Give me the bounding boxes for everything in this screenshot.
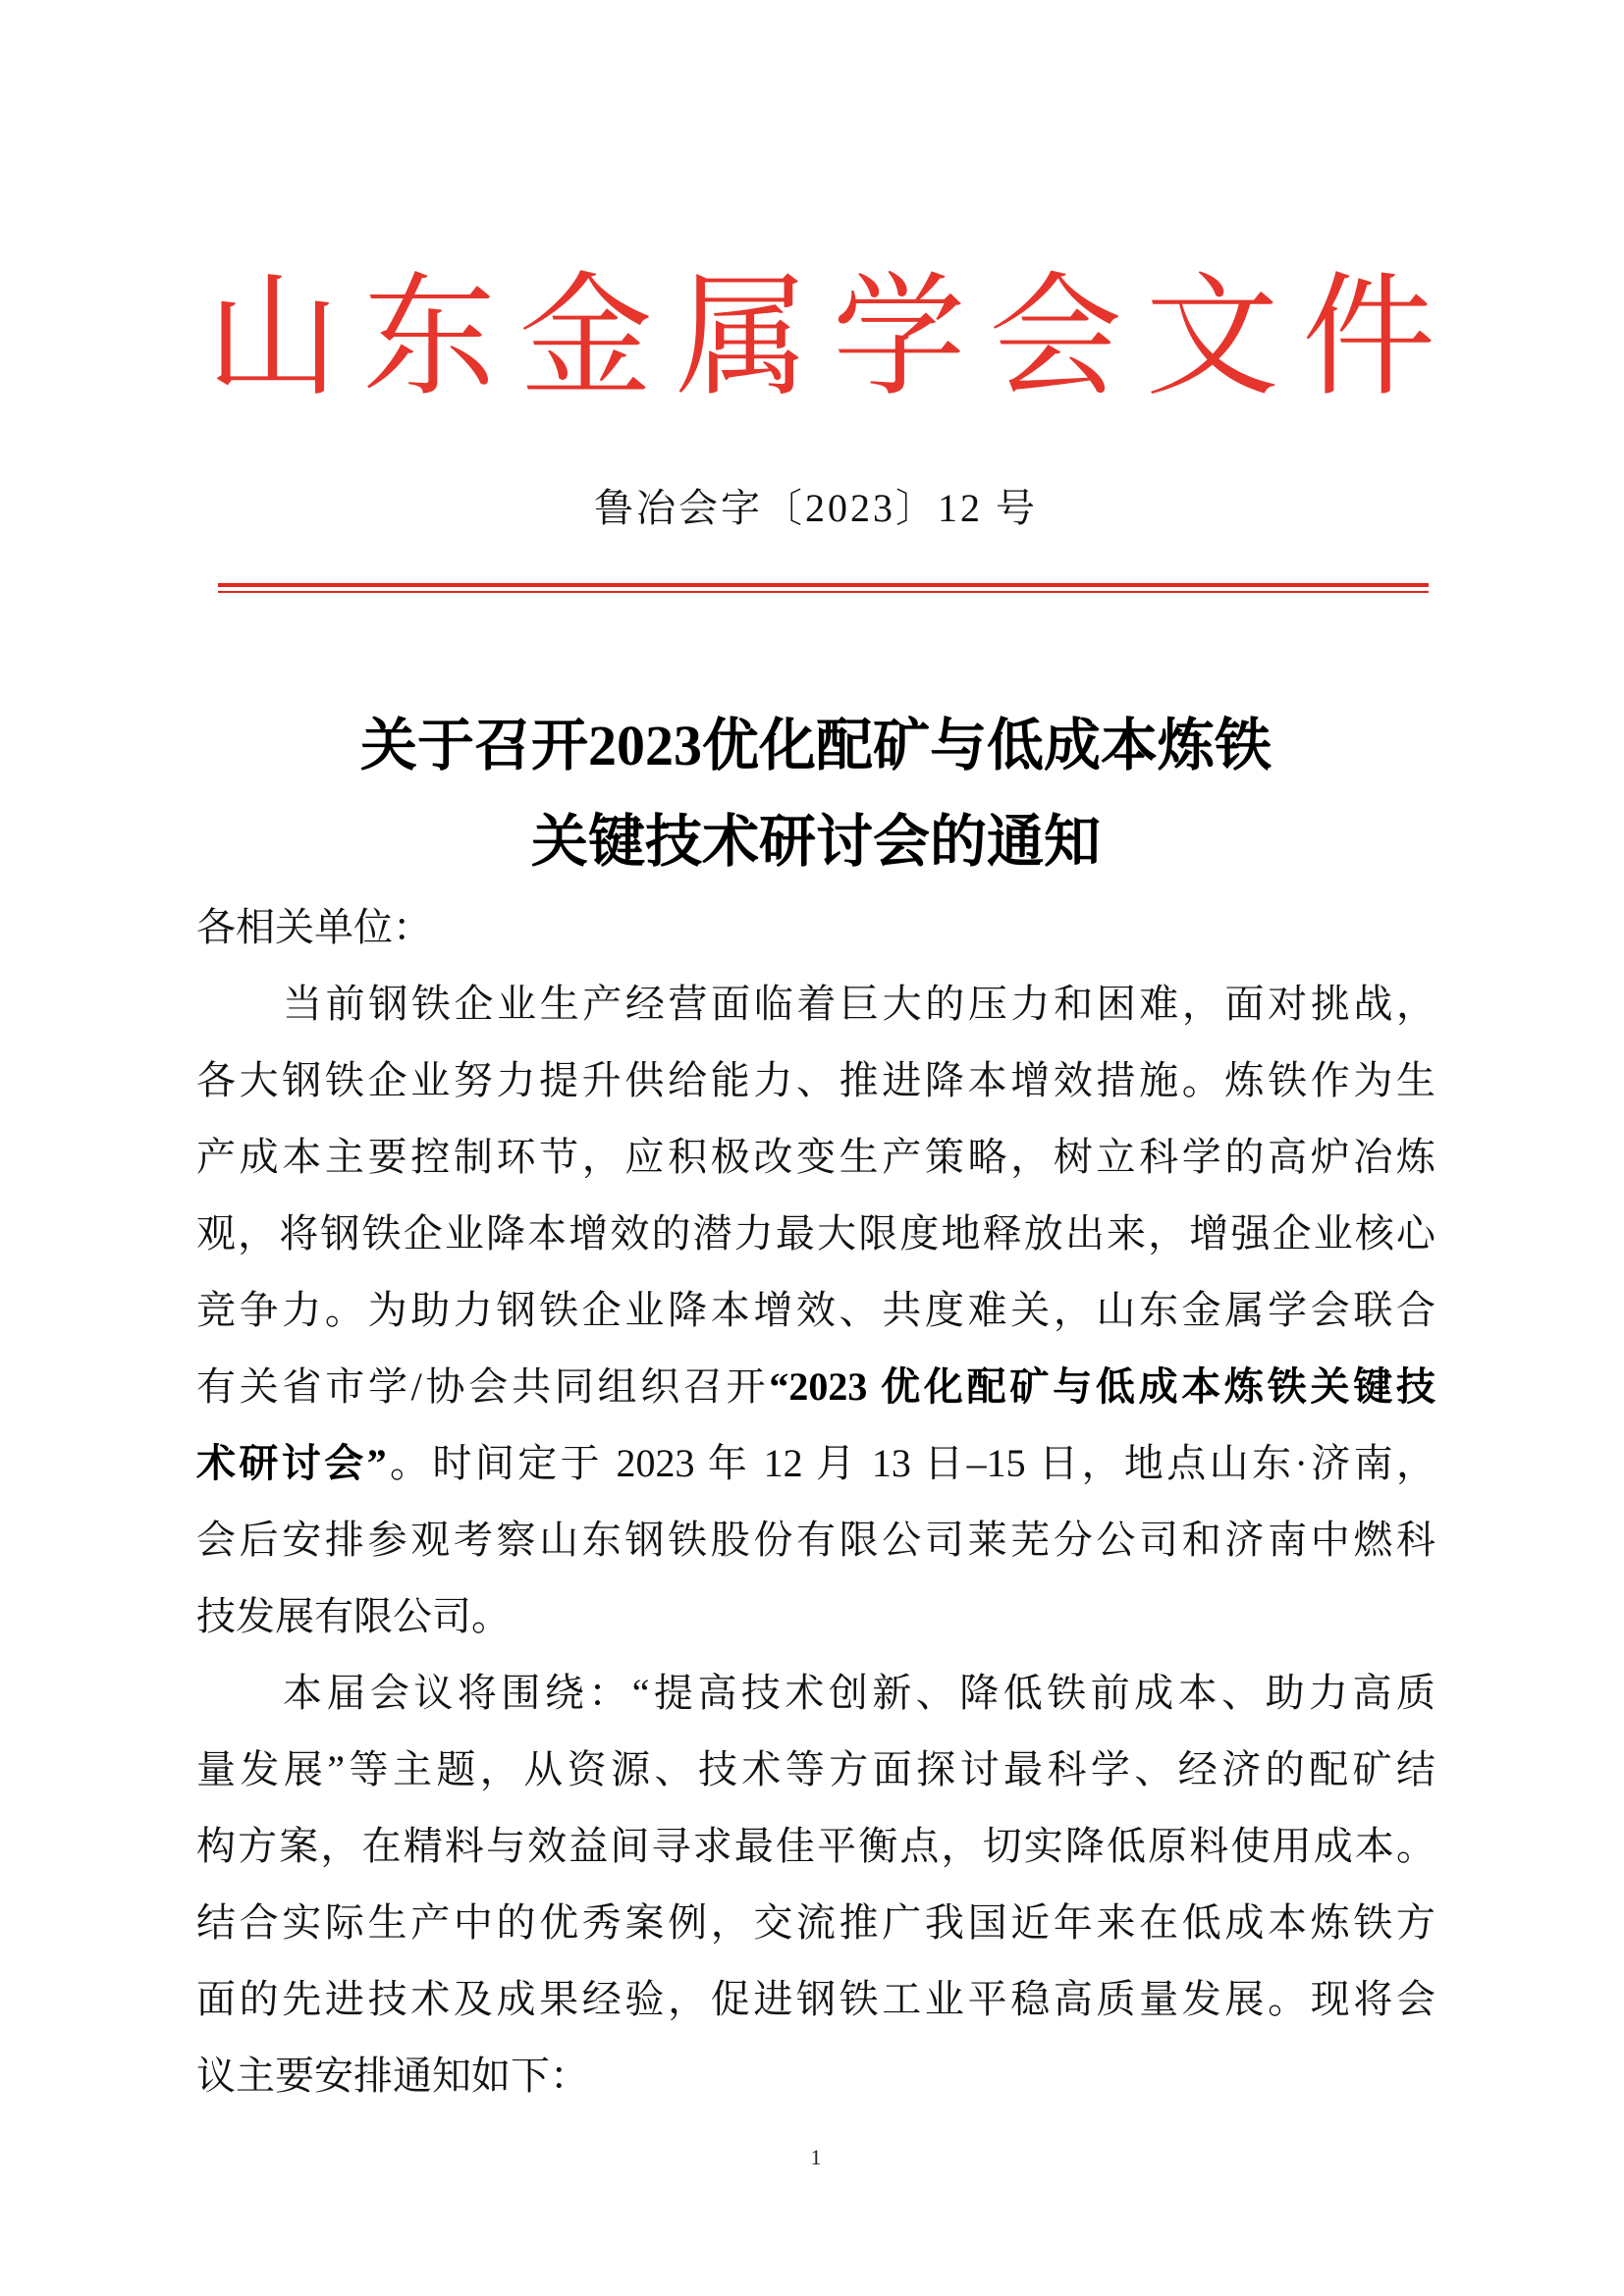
paragraph-2-line: 议主要安排通知如下： <box>196 2054 589 2098</box>
org-header-title: 山东金属学会文件 <box>206 265 1435 412</box>
page-number: 1 <box>810 2145 822 2169</box>
paragraph-1-line: 当前钢铁企业生产经营面临着巨大的压力和困难，面对挑战， <box>283 982 1435 1026</box>
paragraph-2-line: 构方案，在精料与效益间寻求最佳平衡点，切实降低原料使用成本。 <box>196 1824 1435 1868</box>
paragraph-1-line: 会后安排参观考察山东钢铁股份有限公司莱芜分公司和济南中燃科 <box>196 1518 1435 1562</box>
paragraph-1-line: 观，将钢铁企业降本增效的潜力最大限度地释放出来，增强企业核心 <box>196 1211 1435 1255</box>
paragraph-1-line: 竞争力。为助力钢铁企业降本增效、共度难关，山东金属学会联合 <box>196 1288 1435 1332</box>
seminar-name-emphasis: “2023 优化配矿与低成本炼铁关键技 <box>769 1364 1435 1409</box>
notice-title-line-2: 关键技术研讨会的通知 <box>530 810 1101 874</box>
paragraph-1-line <box>196 1425 1435 1502</box>
red-rule-thick <box>218 583 1429 587</box>
line-text: 有关省市学/协会共同组织召开 <box>196 1364 770 1409</box>
line-text: 。时间定于 2023 年 12 月 13 日–15 日，地点山东·济南， <box>386 1441 1436 1485</box>
paragraph-2-line: 面的先进技术及成果经验，促进钢铁工业平稳高质量发展。现将会 <box>196 1977 1435 2021</box>
notice-body <box>196 889 1435 2114</box>
red-rule-thin <box>218 591 1429 593</box>
paragraph-1-line: 技发展有限公司。 <box>196 1594 511 1638</box>
notice-title-line-1: 关于召开2023优化配矿与低成本炼铁 <box>359 714 1272 777</box>
seminar-name-emphasis: 术研讨会” <box>196 1441 387 1485</box>
paragraph-1-line: 各大钢铁企业努力提升供给能力、推进降本增效措施。炼铁作为生 <box>196 1058 1435 1102</box>
salutation: 各相关单位： <box>196 905 432 949</box>
paragraph-1-line <box>196 1349 1435 1425</box>
paragraph-2-line: 本届会议将围绕：“提高技术创新、降低铁前成本、助力高质 <box>283 1671 1435 1715</box>
document-number: 鲁冶会字〔2023〕12 号 <box>594 486 1038 530</box>
paragraph-1-line: 产成本主要控制环节，应积极改变生产策略，树立科学的高炉冶炼 <box>196 1135 1435 1179</box>
paragraph-2-line: 量发展”等主题，从资源、技术等方面探讨最科学、经济的配矿结 <box>196 1747 1435 1791</box>
paragraph-2-line: 结合实际生产中的优秀案例，交流推广我国近年来在低成本炼铁方 <box>196 1900 1435 1945</box>
